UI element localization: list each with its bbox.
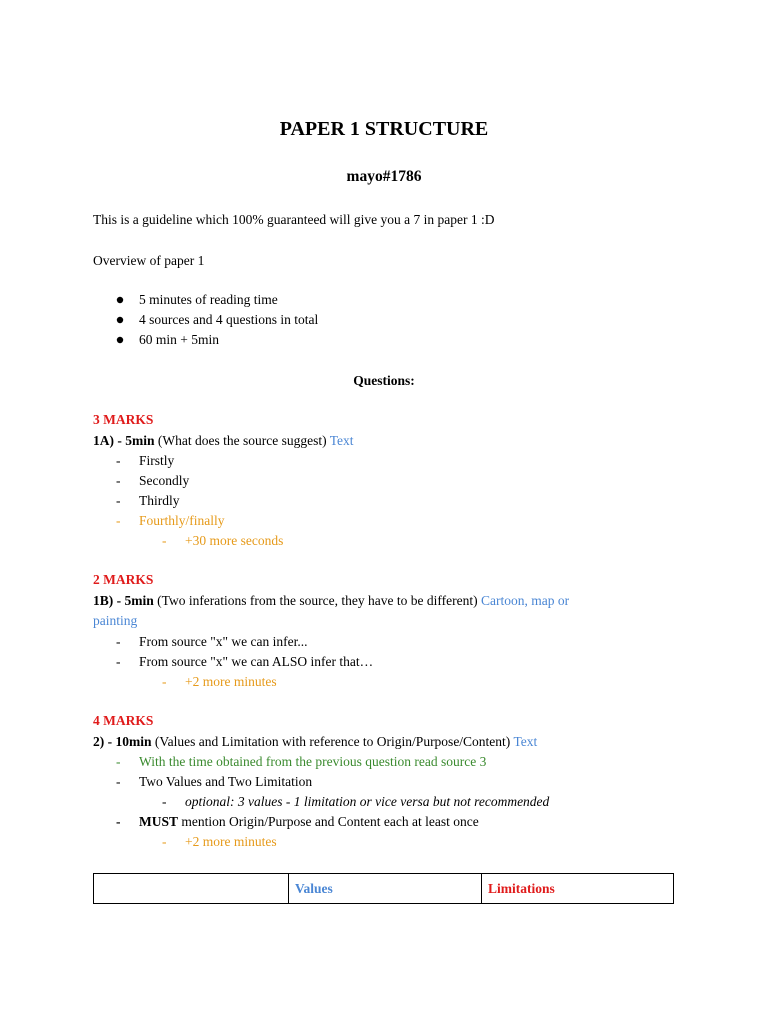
q2-must-rest: mention Origin/Purpose and Content each at least once [178,814,479,829]
q1a-item: Secondly [139,473,190,488]
q2-optional [185,792,549,812]
q1a-desc: (What does the source suggest) [154,433,330,448]
questions-heading: Questions: [353,373,415,388]
q1a-item: Firstly [139,453,175,468]
dash-icon: - [162,834,167,849]
dash-icon: - [162,794,167,809]
q2-tip: With the time obtained from the previous question read source 3 [139,754,487,769]
dash-icon: - [116,473,121,488]
overview-heading: Overview of paper 1 [93,253,205,268]
dash-icon: - [116,453,121,468]
q1b-source-type: Cartoon, map or [480,593,570,608]
dash-icon: - [162,674,167,689]
q1b-time: 5min [124,593,154,608]
q2-optional-text: optional: 3 values - 1 limitation or vice versa but not recommended [185,794,550,809]
values-limitations-table [93,873,674,904]
q1a-id: 1A) [93,433,114,448]
dash-icon: - [116,654,121,669]
q1b-source-type-cont: painting [93,613,138,628]
table-row [94,874,674,904]
overview-bullet: 60 min + 5min [139,332,219,347]
q2-sep: - [104,734,116,749]
q1b-item: From source "x" we can infer... [139,634,308,649]
q1a-bonus: +30 more seconds [185,533,284,548]
q1a-marks: 3 MARKS [93,412,154,427]
q1a-time: 5min [125,433,155,448]
dash-icon: - [116,513,121,528]
q2-heading [93,732,537,752]
page-title: PAPER 1 STRUCTURE [279,118,489,140]
author-handle: mayo#1786 [346,168,422,185]
q1b-sep: - [113,593,125,608]
q1b-item: From source "x" we can ALSO infer that… [139,654,374,669]
q2-source-type: Text [513,734,538,749]
q1a-extra: Fourthly/finally [139,513,225,528]
dash-icon: - [162,533,167,548]
q2-id: 2) [93,734,105,749]
q1a-item: Thirdly [139,493,180,508]
q1b-bonus: +2 more minutes [185,674,277,689]
dash-icon: - [116,814,121,829]
q2-bonus: +2 more minutes [185,834,277,849]
table-cell-empty [94,874,289,904]
dash-icon: - [116,774,121,789]
dash-icon: - [116,493,121,508]
q1a-source-type: Text [329,433,354,448]
dash-icon: - [116,754,121,769]
q1b-desc: (Two inferations from the source, they have to be different) [153,593,481,608]
overview-bullet: 4 sources and 4 questions in total [139,312,319,327]
bullet-icon [116,336,124,344]
q1a-sep: - [114,433,126,448]
table-header-values: Values [289,874,482,904]
q1b-heading [93,591,569,611]
q2-must-bold: MUST [139,814,179,829]
bullet-icon [116,316,124,324]
table-header-limitations: Limitations [482,874,674,904]
q2-desc: (Values and Limitation with reference to Origin/Purpose/Content) [151,734,514,749]
overview-bullet: 5 minutes of reading time [139,292,278,307]
q1b-id: 1B) [93,593,114,608]
intro-text: This is a guideline which 100% guaranteed will give you a 7 in paper 1 :D [93,212,495,227]
q1a-heading [93,431,354,451]
q2-time: 10min [115,734,152,749]
bullet-icon [116,296,124,304]
q1b-marks: 2 MARKS [93,572,154,587]
dash-icon: - [116,634,121,649]
q2-marks: 4 MARKS [93,713,154,728]
q2-must [139,812,479,832]
q2-item: Two Values and Two Limitation [139,774,313,789]
